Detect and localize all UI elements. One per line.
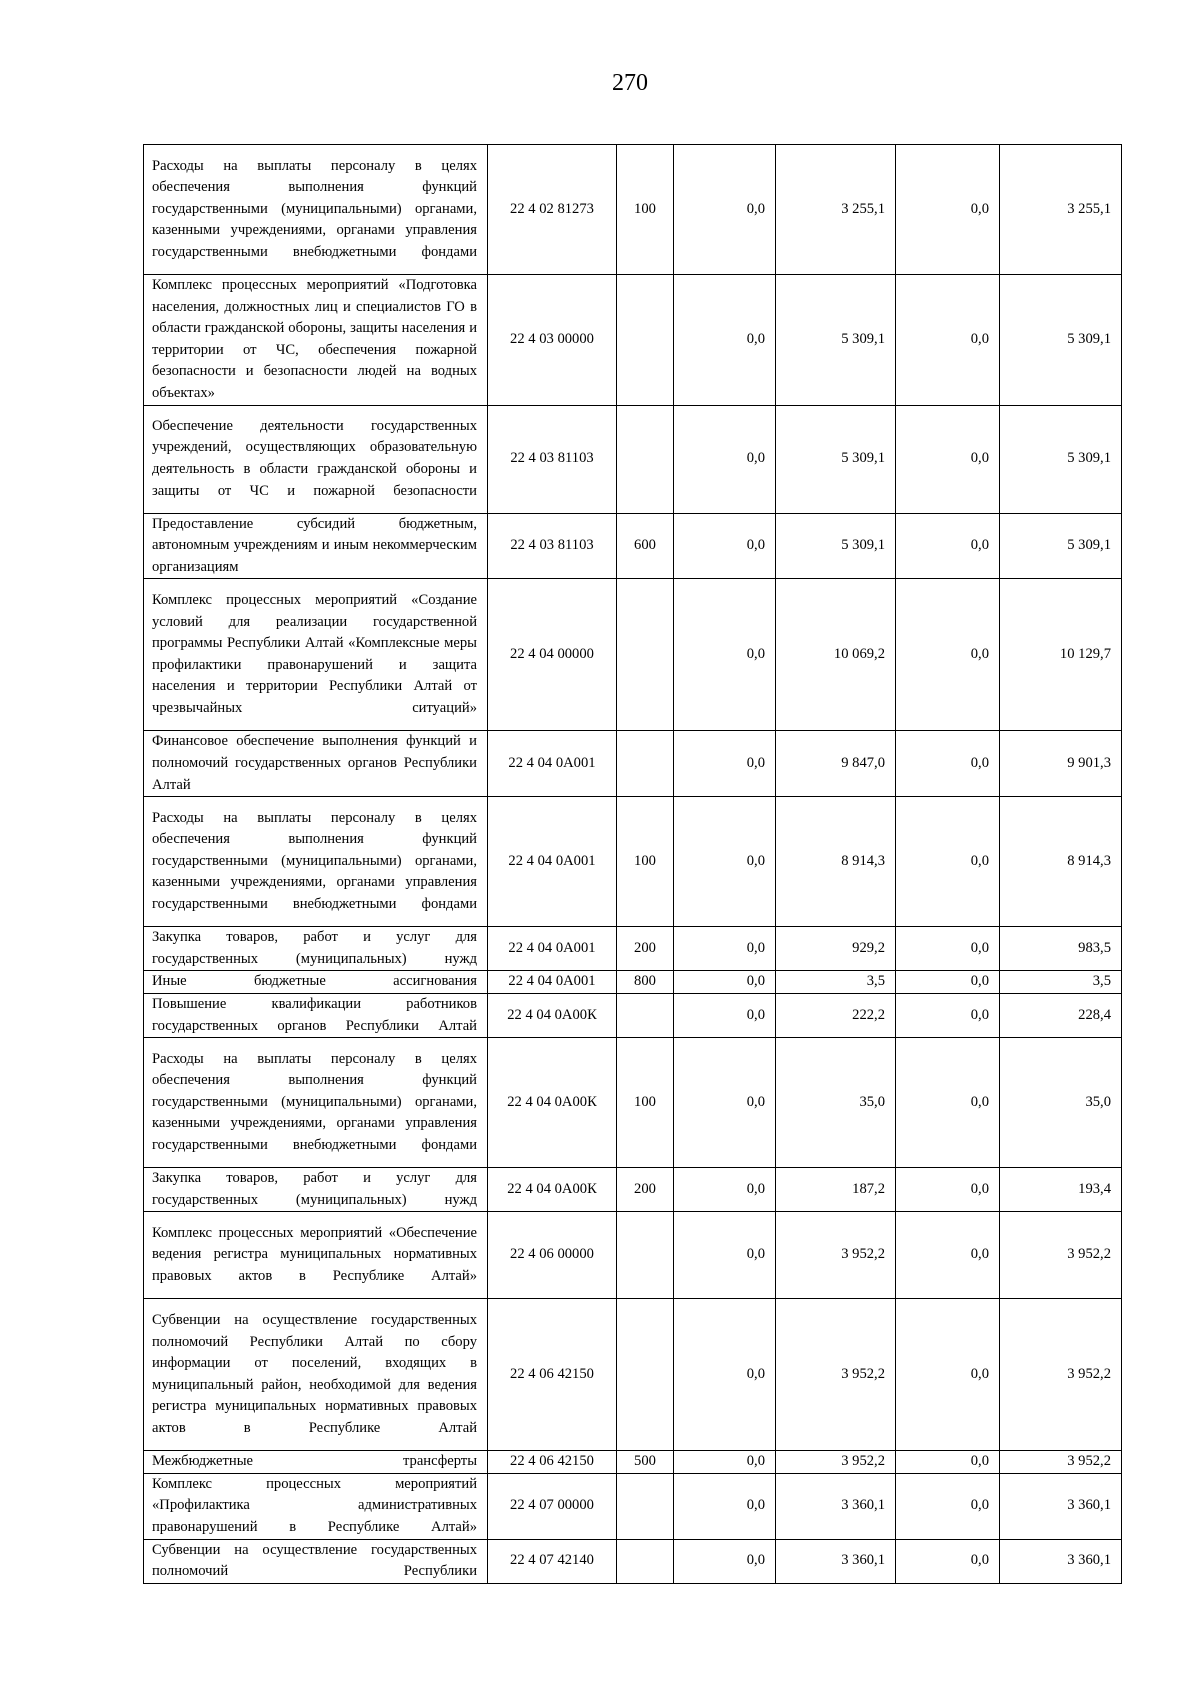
table-row [144, 731, 1122, 797]
row-value-1: 0,0 [674, 993, 776, 1037]
row-code: 22 4 04 0А001 [488, 927, 617, 971]
row-expense-type [617, 579, 674, 731]
row-value-2: 3 952,2 [776, 1451, 896, 1474]
row-value-4: 35,0 [1000, 1038, 1122, 1168]
row-expense-type [617, 1539, 674, 1583]
row-value-3: 0,0 [896, 1168, 1000, 1212]
row-code: 22 4 04 00000 [488, 579, 617, 731]
row-value-4: 5 309,1 [1000, 513, 1122, 579]
row-value-1: 0,0 [674, 971, 776, 994]
row-value-4: 3 255,1 [1000, 145, 1122, 275]
table-row [144, 927, 1122, 971]
row-description: Предоставление субсидий бюджетным, автономным учреждениям и иным некоммерческим организациям [144, 513, 488, 579]
row-description: Обеспечение деятельности государственных учреждений, осуществляющих образовательную деятельность в области гражданской обороны и защиты от ЧС и пожарной безопасности [144, 405, 488, 513]
row-expense-type [617, 275, 674, 406]
row-code: 22 4 03 81103 [488, 513, 617, 579]
row-code: 22 4 06 42150 [488, 1299, 617, 1451]
row-value-3: 0,0 [896, 971, 1000, 994]
row-description: Финансовое обеспечение выполнения функций и полномочий государственных органов Республики Алтай [144, 731, 488, 797]
row-value-2: 222,2 [776, 993, 896, 1037]
row-expense-type [617, 1299, 674, 1451]
row-description: Закупка товаров, работ и услуг для государственных (муниципальных) нужд [144, 927, 488, 971]
row-value-3: 0,0 [896, 145, 1000, 275]
row-value-2: 3 255,1 [776, 145, 896, 275]
row-code: 22 4 06 42150 [488, 1451, 617, 1474]
row-code: 22 4 03 81103 [488, 405, 617, 513]
table-row [144, 1212, 1122, 1299]
row-code: 22 4 07 42140 [488, 1539, 617, 1583]
row-expense-type: 200 [617, 1168, 674, 1212]
row-description: Комплекс процессных мероприятий «Создание условий для реализации государственной программы Республики Алтай «Комплексные меры профилактики правонарушений и защита населения и территории Республики Алтай от чрезвычайных ситуаций» [144, 579, 488, 731]
table-row [144, 1299, 1122, 1451]
table-row [144, 145, 1122, 275]
table-row [144, 513, 1122, 579]
row-value-1: 0,0 [674, 797, 776, 927]
row-expense-type [617, 1473, 674, 1539]
row-value-4: 193,4 [1000, 1168, 1122, 1212]
row-description: Расходы на выплаты персоналу в целях обеспечения выполнения функций государственными (муниципальными) органами, казенными учреждениями, органами управления государственными внебюджетными фондами [144, 145, 488, 275]
row-expense-type: 500 [617, 1451, 674, 1474]
table-body [144, 145, 1122, 1584]
row-code: 22 4 04 0А00К [488, 1168, 617, 1212]
table-row [144, 1168, 1122, 1212]
row-value-4: 9 901,3 [1000, 731, 1122, 797]
row-value-1: 0,0 [674, 579, 776, 731]
row-value-1: 0,0 [674, 1451, 776, 1474]
row-description: Повышение квалификации работников государственных органов Республики Алтай [144, 993, 488, 1037]
row-value-3: 0,0 [896, 1539, 1000, 1583]
row-description: Межбюджетные трансферты [144, 1451, 488, 1474]
row-code: 22 4 02 81273 [488, 145, 617, 275]
row-value-4: 3 360,1 [1000, 1539, 1122, 1583]
row-value-1: 0,0 [674, 1539, 776, 1583]
row-value-4: 5 309,1 [1000, 275, 1122, 406]
row-value-4: 3 952,2 [1000, 1299, 1122, 1451]
row-value-2: 929,2 [776, 927, 896, 971]
row-expense-type [617, 405, 674, 513]
row-code: 22 4 04 0А00К [488, 1038, 617, 1168]
row-value-4: 3,5 [1000, 971, 1122, 994]
table-row [144, 1473, 1122, 1539]
row-value-1: 0,0 [674, 1168, 776, 1212]
row-description: Закупка товаров, работ и услуг для государственных (муниципальных) нужд [144, 1168, 488, 1212]
row-value-2: 3 952,2 [776, 1299, 896, 1451]
row-value-1: 0,0 [674, 1212, 776, 1299]
row-value-3: 0,0 [896, 1473, 1000, 1539]
row-value-2: 5 309,1 [776, 405, 896, 513]
row-code: 22 4 07 00000 [488, 1473, 617, 1539]
row-value-3: 0,0 [896, 1299, 1000, 1451]
row-expense-type: 100 [617, 797, 674, 927]
row-code: 22 4 03 00000 [488, 275, 617, 406]
table-row [144, 971, 1122, 994]
row-value-3: 0,0 [896, 1038, 1000, 1168]
row-value-1: 0,0 [674, 145, 776, 275]
row-expense-type [617, 731, 674, 797]
row-value-2: 35,0 [776, 1038, 896, 1168]
table-row [144, 797, 1122, 927]
row-value-2: 187,2 [776, 1168, 896, 1212]
row-value-4: 8 914,3 [1000, 797, 1122, 927]
row-value-2: 5 309,1 [776, 275, 896, 406]
row-description: Расходы на выплаты персоналу в целях обеспечения выполнения функций государственными (муниципальными) органами, казенными учреждениями, органами управления государственными внебюджетными фондами [144, 1038, 488, 1168]
row-value-3: 0,0 [896, 797, 1000, 927]
row-value-2: 3 360,1 [776, 1539, 896, 1583]
row-description: Комплекс процессных мероприятий «Обеспечение ведения регистра муниципальных нормативных правовых актов в Республике Алтай» [144, 1212, 488, 1299]
table-row [144, 1451, 1122, 1474]
row-value-3: 0,0 [896, 731, 1000, 797]
row-value-2: 10 069,2 [776, 579, 896, 731]
row-value-1: 0,0 [674, 731, 776, 797]
row-value-2: 3,5 [776, 971, 896, 994]
row-value-3: 0,0 [896, 1451, 1000, 1474]
row-value-3: 0,0 [896, 1212, 1000, 1299]
row-value-3: 0,0 [896, 275, 1000, 406]
row-expense-type [617, 993, 674, 1037]
row-value-4: 3 360,1 [1000, 1473, 1122, 1539]
row-code: 22 4 04 0А001 [488, 731, 617, 797]
row-description: Субвенции на осуществление государственных полномочий Республики Алтай по сбору информации от поселений, входящих в муниципальный район, необходимой для ведения регистра муниципальных нормативных правовых актов в Республике Алтай [144, 1299, 488, 1451]
row-value-3: 0,0 [896, 579, 1000, 731]
page-number: 270 [612, 70, 648, 96]
row-description: Иные бюджетные ассигнования [144, 971, 488, 994]
budget-table [143, 144, 1122, 1584]
row-value-1: 0,0 [674, 927, 776, 971]
row-expense-type: 800 [617, 971, 674, 994]
row-value-1: 0,0 [674, 1473, 776, 1539]
row-expense-type [617, 1212, 674, 1299]
row-value-2: 5 309,1 [776, 513, 896, 579]
row-value-3: 0,0 [896, 405, 1000, 513]
table-row [144, 579, 1122, 731]
row-value-1: 0,0 [674, 1299, 776, 1451]
table-row [144, 405, 1122, 513]
row-value-4: 5 309,1 [1000, 405, 1122, 513]
table-row [144, 993, 1122, 1037]
table-row [144, 1539, 1122, 1583]
row-expense-type: 100 [617, 145, 674, 275]
row-expense-type: 200 [617, 927, 674, 971]
row-value-4: 3 952,2 [1000, 1212, 1122, 1299]
row-code: 22 4 04 0А001 [488, 797, 617, 927]
row-code: 22 4 04 0А00К [488, 993, 617, 1037]
row-description: Расходы на выплаты персоналу в целях обеспечения выполнения функций государственными (муниципальными) органами, казенными учреждениями, органами управления государственными внебюджетными фондами [144, 797, 488, 927]
row-code: 22 4 04 0А001 [488, 971, 617, 994]
row-description: Комплекс процессных мероприятий «Подготовка населения, должностных лиц и специалистов ГО в области гражданской обороны, защиты населения и территории от ЧС, обеспечения пожарной безопасности и безопасности людей на водных объектах» [144, 275, 488, 406]
row-value-2: 8 914,3 [776, 797, 896, 927]
row-value-3: 0,0 [896, 927, 1000, 971]
row-value-4: 983,5 [1000, 927, 1122, 971]
row-value-1: 0,0 [674, 275, 776, 406]
row-value-3: 0,0 [896, 993, 1000, 1037]
row-value-4: 10 129,7 [1000, 579, 1122, 731]
row-code: 22 4 06 00000 [488, 1212, 617, 1299]
row-description: Субвенции на осуществление государственных полномочий Республики [144, 1539, 488, 1583]
row-value-2: 3 360,1 [776, 1473, 896, 1539]
row-value-4: 3 952,2 [1000, 1451, 1122, 1474]
row-value-4: 228,4 [1000, 993, 1122, 1037]
table-row [144, 1038, 1122, 1168]
row-description: Комплекс процессных мероприятий «Профилактика административных правонарушений в Республике Алтай» [144, 1473, 488, 1539]
row-expense-type: 600 [617, 513, 674, 579]
row-value-1: 0,0 [674, 405, 776, 513]
table-row [144, 275, 1122, 406]
row-expense-type: 100 [617, 1038, 674, 1168]
row-value-3: 0,0 [896, 513, 1000, 579]
row-value-1: 0,0 [674, 513, 776, 579]
row-value-2: 3 952,2 [776, 1212, 896, 1299]
row-value-1: 0,0 [674, 1038, 776, 1168]
row-value-2: 9 847,0 [776, 731, 896, 797]
